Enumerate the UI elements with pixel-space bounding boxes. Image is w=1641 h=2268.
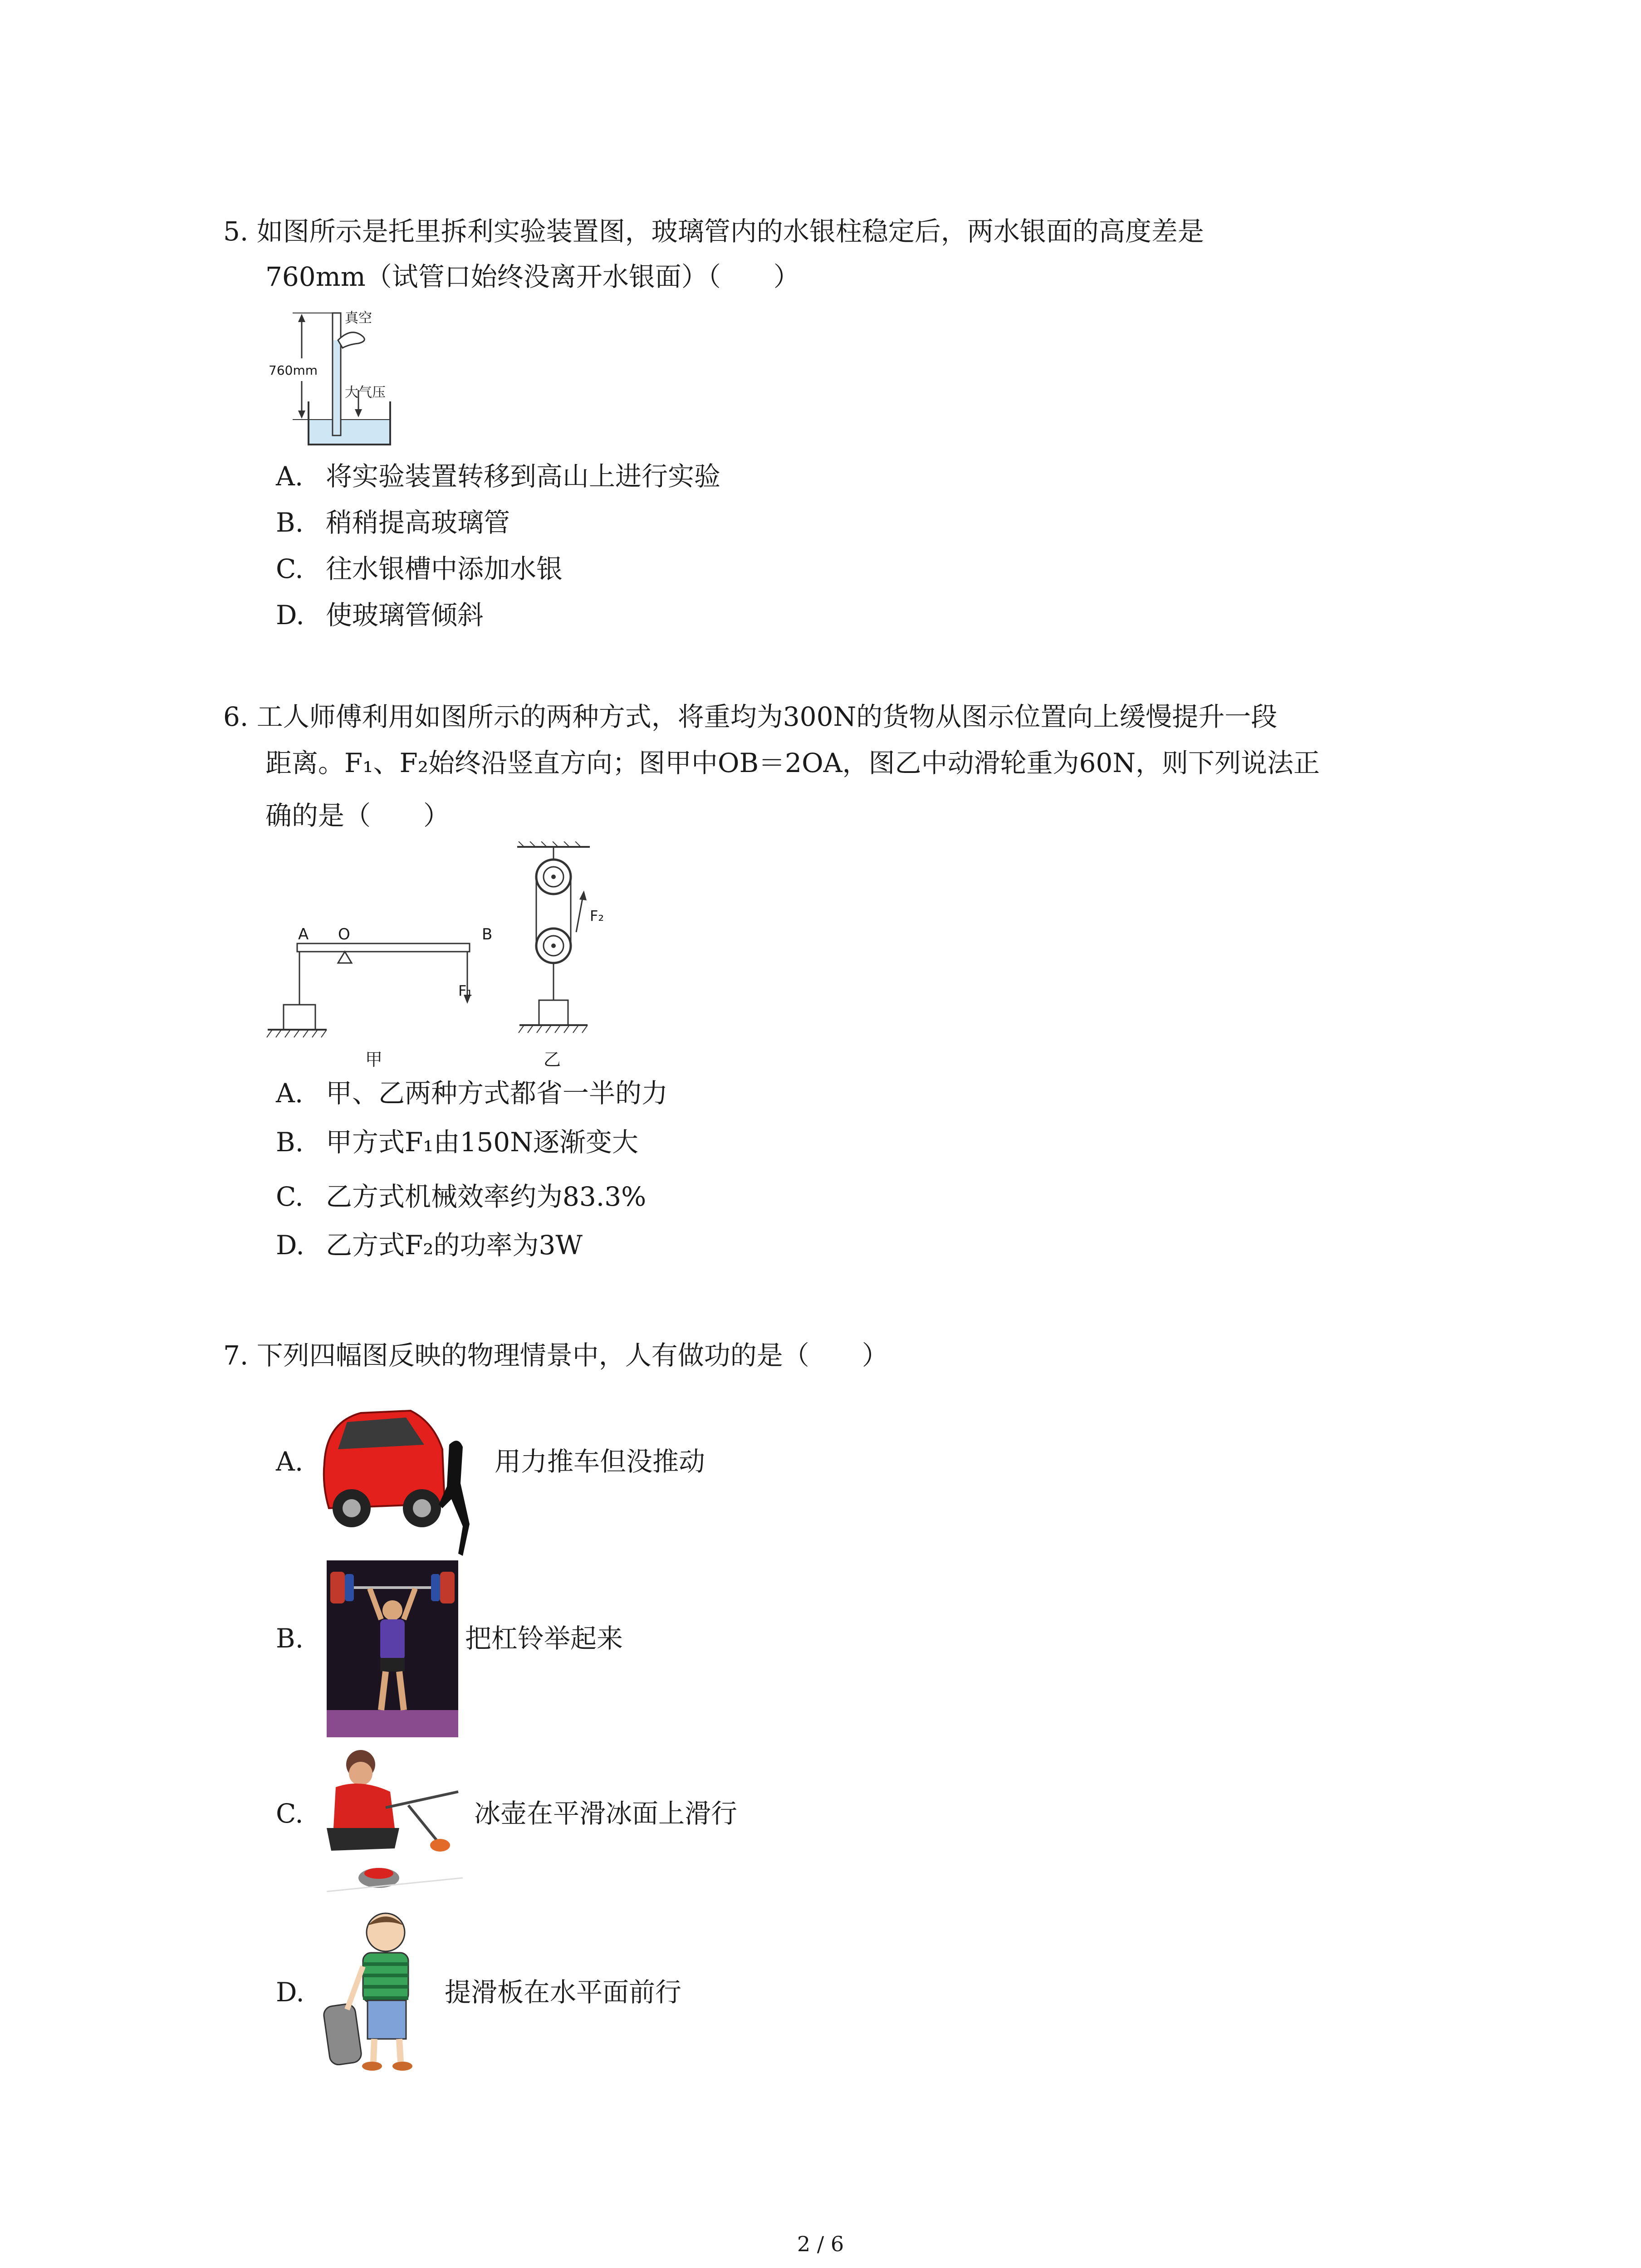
label-yi: 乙 xyxy=(544,1050,561,1070)
lever-pulley-figure xyxy=(263,841,617,1068)
vacuum-label: 真空 xyxy=(345,310,372,326)
q7-option-a-text: 用力推车但没推动 xyxy=(495,1446,705,1477)
label-point-a: A xyxy=(298,925,309,943)
q5-option-b: B. 稍稍提高玻璃管 xyxy=(276,507,510,538)
height-760mm-label: 760mm xyxy=(269,363,318,378)
label-point-o: O xyxy=(338,925,350,943)
q7-option-d-text: 提滑板在水平面前行 xyxy=(445,1977,682,2008)
q5-stem-line1: 5. 如图所示是托里拆利实验装置图，玻璃管内的水银柱稳定后，两水银面的高度差是 xyxy=(223,216,1204,247)
boy-skateboard-image xyxy=(320,1907,442,2080)
q7-option-a-letter: A. xyxy=(276,1446,304,1477)
q6-option-a: A. 甲、乙两种方式都省一半的力 xyxy=(276,1078,668,1109)
q6-option-c: C. 乙方式机械效率约为83.3% xyxy=(276,1181,647,1212)
q5-option-a: A. 将实验装置转移到高山上进行实验 xyxy=(276,461,721,492)
q7-option-b-text: 把杠铃举起来 xyxy=(465,1623,623,1654)
q5-option-c: C. 往水银槽中添加水银 xyxy=(276,553,563,584)
q7-stem-line1: 7. 下列四幅图反映的物理情景中，人有做功的是（ ） xyxy=(223,1340,888,1371)
q6-stem-line2: 距离。F₁、F₂始终沿竖直方向；图甲中OB＝2OA，图乙中动滑轮重为60N，则下列说法正 xyxy=(265,748,1320,778)
weightlifter-image xyxy=(327,1560,458,1737)
q7-option-b-letter: B. xyxy=(276,1623,304,1654)
atm-pressure-label: 大气压 xyxy=(345,385,386,401)
label-jia: 甲 xyxy=(365,1050,383,1070)
car-push-image xyxy=(320,1395,492,1558)
curling-image xyxy=(318,1742,472,1905)
q6-stem-line1: 6. 工人师傅利用如图所示的两种方式，将重均为300N的货物从图示位置向上缓慢提升一段 xyxy=(223,701,1278,732)
page-number: 2 / 6 xyxy=(797,2232,844,2256)
label-f2: F₂ xyxy=(590,907,604,924)
q6-option-d: D. 乙方式F₂的功率为3W xyxy=(276,1230,583,1261)
q6-option-b: B. 甲方式F₁由150N逐渐变大 xyxy=(276,1127,638,1158)
q7-option-d-letter: D. xyxy=(276,1977,304,2008)
q6-stem-line3: 确的是（ ） xyxy=(265,800,450,831)
q5-stem-line2: 760mm（试管口始终没离开水银面）（ ） xyxy=(265,261,800,292)
label-point-b: B xyxy=(482,925,493,943)
q7-option-c-text: 冰壶在平滑冰面上滑行 xyxy=(474,1798,738,1829)
q5-option-d: D. 使玻璃管倾斜 xyxy=(276,600,484,631)
label-f1: F₁ xyxy=(458,982,473,999)
q7-option-c-letter: C. xyxy=(276,1798,304,1829)
